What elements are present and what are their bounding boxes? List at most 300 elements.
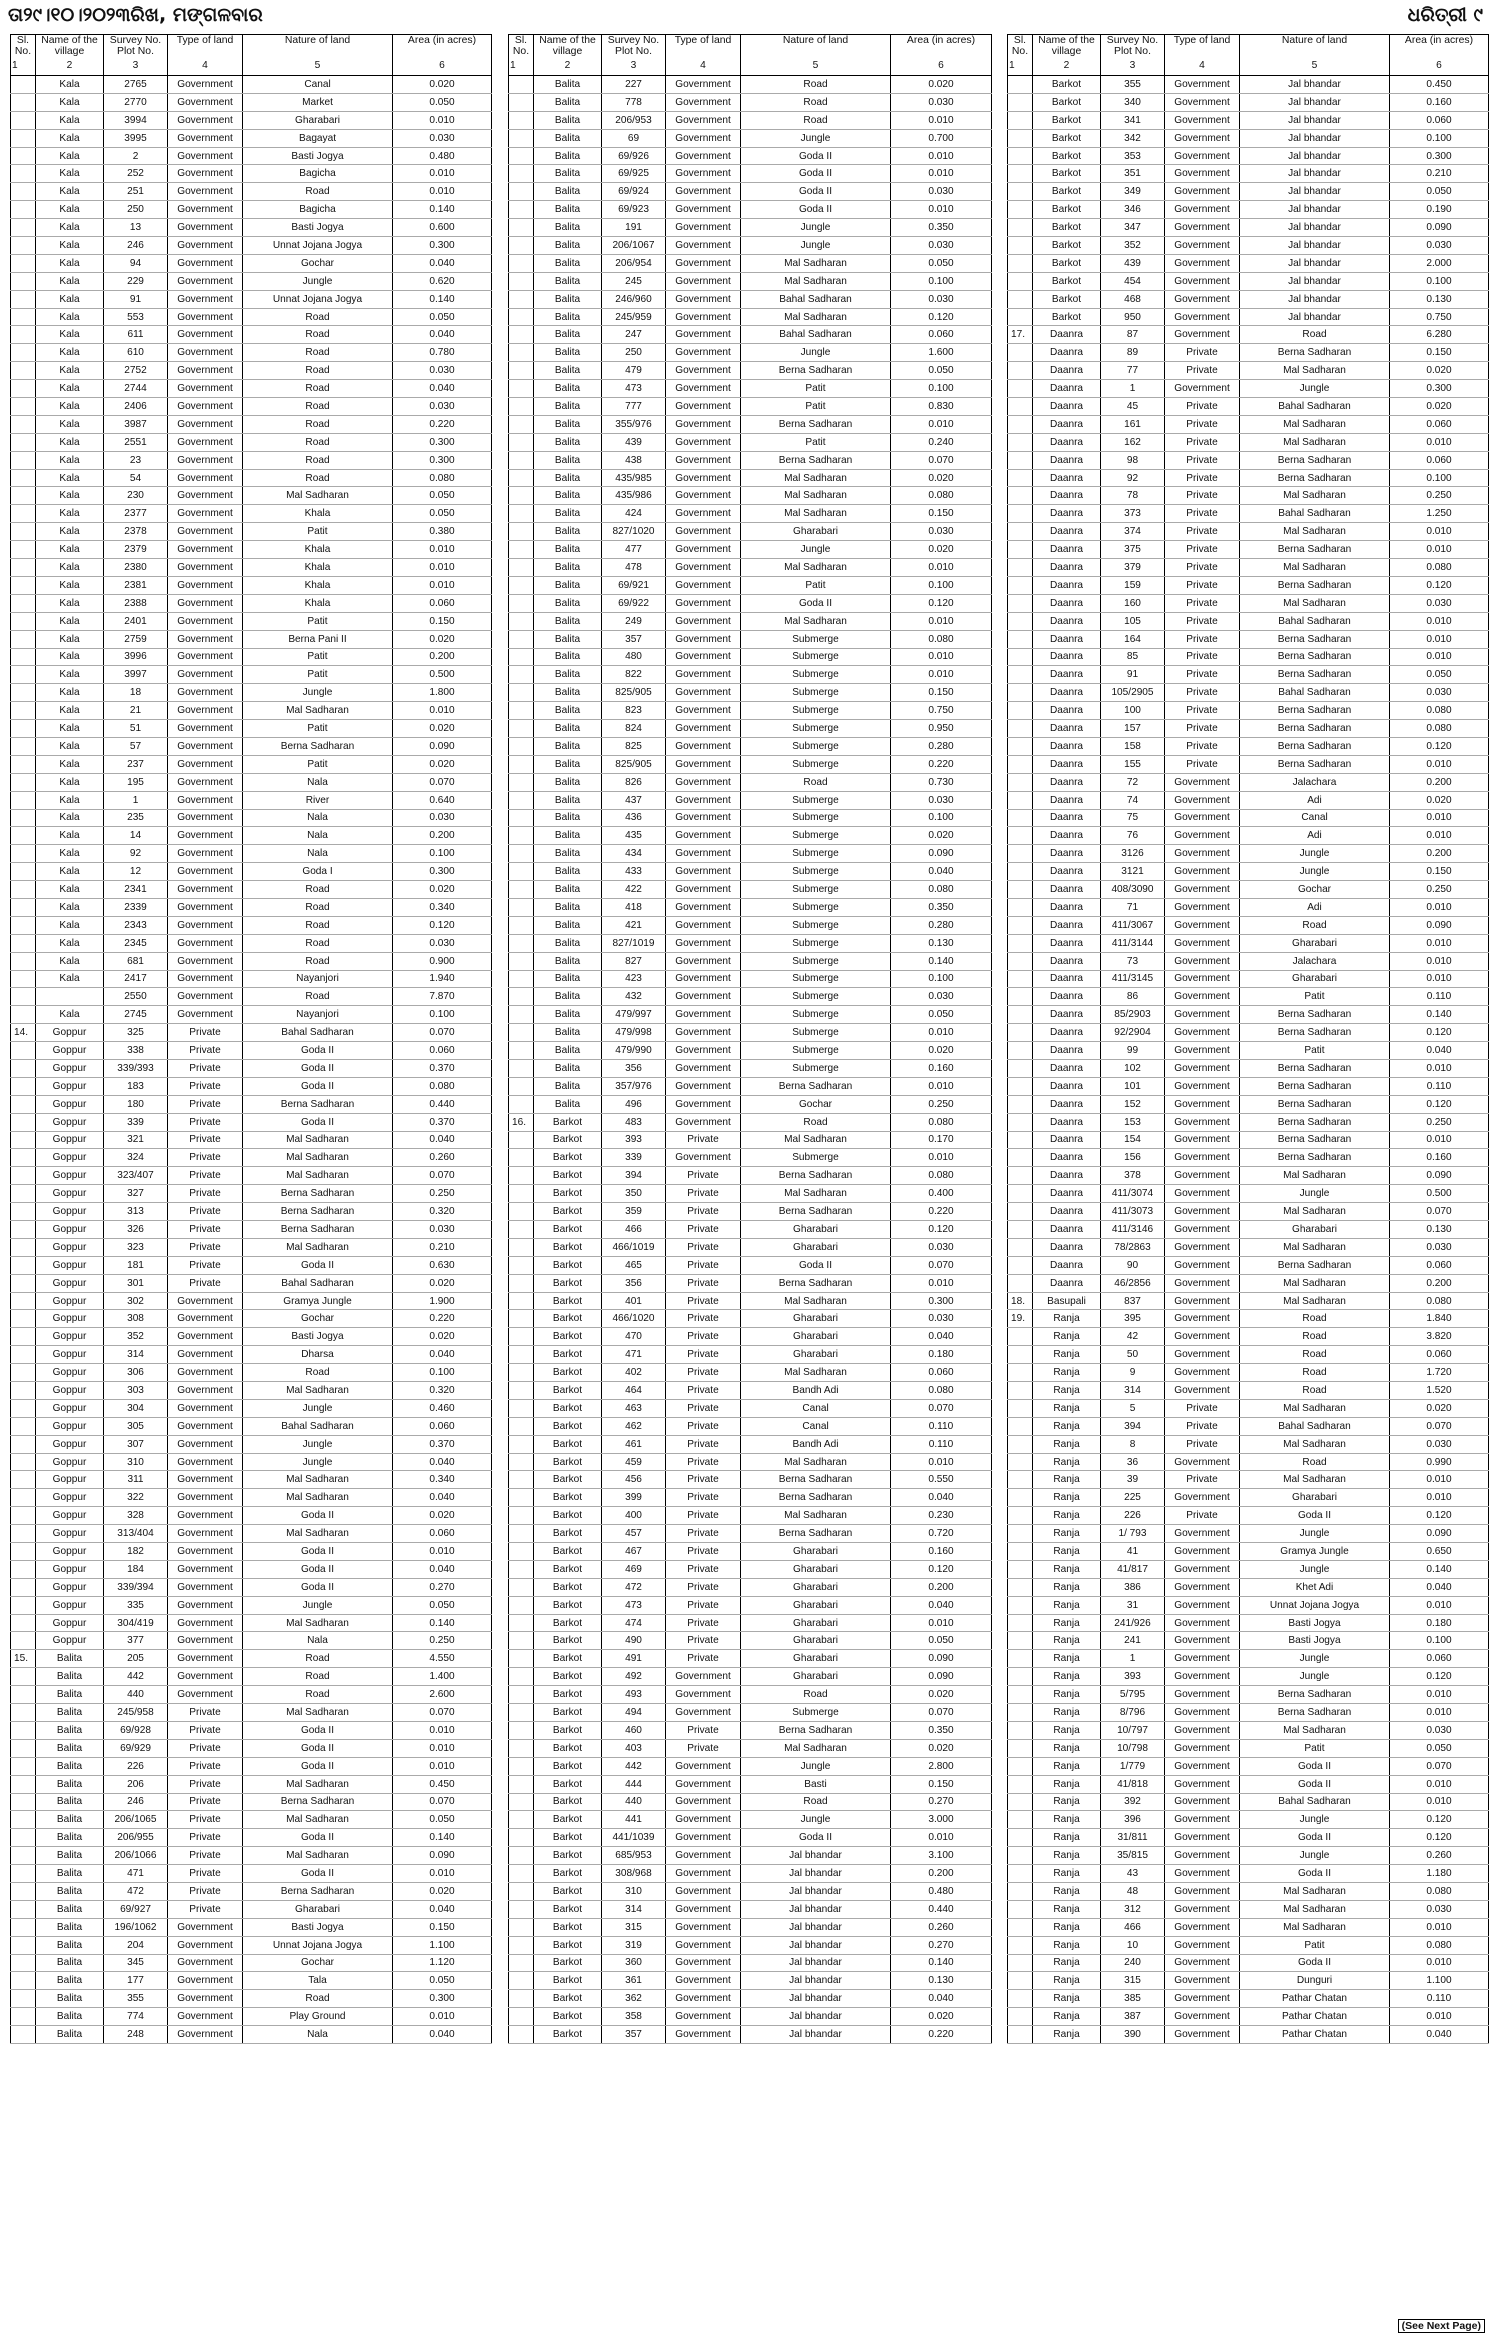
village-cell: Ranja (1033, 1918, 1101, 1936)
area-cell: 0.140 (891, 952, 992, 970)
table-row (11, 1507, 492, 1525)
table-row (11, 1614, 492, 1632)
village-cell: Balita (534, 147, 602, 165)
table-row (1008, 1757, 1489, 1775)
survey-no-cell: 483 (602, 1113, 666, 1131)
survey-no-cell: 2752 (104, 362, 168, 380)
serial-cell (11, 1238, 36, 1256)
village-cell: Kala (36, 111, 104, 129)
land-nature-cell: Patit (243, 720, 393, 738)
land-type-cell: Government (666, 1775, 741, 1793)
serial-cell (509, 1024, 534, 1042)
area-cell: 0.010 (891, 1149, 992, 1167)
survey-no-cell: 349 (1101, 183, 1165, 201)
land-nature-cell: Submerge (741, 845, 891, 863)
survey-no-cell: 164 (1101, 630, 1165, 648)
serial-cell (11, 1775, 36, 1793)
village-cell: Kala (36, 541, 104, 559)
serial-cell (11, 1113, 36, 1131)
table-row (509, 952, 992, 970)
serial-cell (1008, 720, 1033, 738)
area-cell: 0.370 (393, 1059, 492, 1077)
village-cell: Balita (534, 916, 602, 934)
survey-no-cell: 553 (104, 308, 168, 326)
land-nature-cell: Berna Sadharan (1240, 1256, 1390, 1274)
column-number: 5 (243, 60, 393, 76)
land-nature-cell: Khala (243, 594, 393, 612)
serial-cell (11, 809, 36, 827)
area-cell: 0.070 (393, 1793, 492, 1811)
survey-no-cell: 462 (602, 1417, 666, 1435)
village-cell: Balita (534, 326, 602, 344)
village-cell: Balita (36, 1990, 104, 2008)
survey-no-cell: 2770 (104, 93, 168, 111)
serial-cell (1008, 1417, 1033, 1435)
serial-cell (509, 791, 534, 809)
area-cell: 0.180 (891, 1346, 992, 1364)
land-type-cell: Government (168, 988, 243, 1006)
survey-no-cell: 23 (104, 451, 168, 469)
land-nature-cell: Road (741, 93, 891, 111)
area-cell: 0.130 (891, 1972, 992, 1990)
survey-no-cell: 355 (1101, 76, 1165, 94)
survey-no-cell: 2380 (104, 559, 168, 577)
area-cell: 0.020 (393, 720, 492, 738)
land-type-cell: Government (1165, 970, 1240, 988)
area-cell: 0.250 (1390, 487, 1489, 505)
land-type-cell: Private (666, 1721, 741, 1739)
area-cell: 0.060 (393, 1042, 492, 1060)
land-type-cell: Government (168, 129, 243, 147)
village-cell: Barkot (534, 1543, 602, 1561)
serial-cell (509, 1954, 534, 1972)
survey-no-cell: 454 (1101, 272, 1165, 290)
area-cell: 0.060 (1390, 1256, 1489, 1274)
land-type-cell: Government (168, 1954, 243, 1972)
land-nature-cell: Mal Sadharan (243, 1525, 393, 1543)
land-nature-cell: Goda II (243, 1757, 393, 1775)
survey-no-cell: 162 (1101, 433, 1165, 451)
area-cell: 0.250 (393, 1632, 492, 1650)
serial-cell: 18. (1008, 1292, 1033, 1310)
land-nature-cell: Jal bhandar (1240, 237, 1390, 255)
area-cell: 0.010 (1390, 898, 1489, 916)
serial-cell (1008, 1238, 1033, 1256)
survey-no-cell: 206/1067 (602, 237, 666, 255)
survey-no-cell: 1/ 793 (1101, 1525, 1165, 1543)
area-cell: 0.200 (891, 1865, 992, 1883)
village-cell: Barkot (534, 1221, 602, 1239)
area-cell: 1.120 (393, 1954, 492, 1972)
area-cell: 3.000 (891, 1811, 992, 1829)
village-cell: Barkot (534, 1990, 602, 2008)
area-cell: 0.080 (1390, 1936, 1489, 1954)
land-nature-cell: Patit (741, 576, 891, 594)
area-cell: 0.010 (1390, 1686, 1489, 1704)
area-cell: 0.030 (393, 129, 492, 147)
land-type-cell: Government (666, 1024, 741, 1042)
land-nature-cell: Road (243, 916, 393, 934)
land-table (508, 34, 992, 2044)
area-cell: 0.340 (393, 1471, 492, 1489)
survey-no-cell: 69/924 (602, 183, 666, 201)
survey-no-cell: 54 (104, 469, 168, 487)
land-type-cell: Government (168, 1328, 243, 1346)
land-nature-cell: Gharabari (741, 1310, 891, 1328)
serial-cell (1008, 1847, 1033, 1865)
land-nature-cell: Bahal Sadharan (1240, 612, 1390, 630)
serial-cell (509, 1668, 534, 1686)
land-type-cell: Government (1165, 1059, 1240, 1077)
land-nature-cell: Mal Sadharan (243, 1382, 393, 1400)
area-cell: 0.030 (1390, 1435, 1489, 1453)
land-type-cell: Government (666, 1865, 741, 1883)
village-cell: Balita (36, 2008, 104, 2026)
table-row (1008, 916, 1489, 934)
table-row (11, 308, 492, 326)
land-type-cell: Government (168, 1471, 243, 1489)
serial-cell (1008, 773, 1033, 791)
land-type-cell: Government (666, 254, 741, 272)
serial-cell (11, 362, 36, 380)
table-row (1008, 219, 1489, 237)
village-cell: Ranja (1033, 1972, 1101, 1990)
survey-no-cell: 2 (104, 147, 168, 165)
serial-cell (1008, 845, 1033, 863)
survey-no-cell: 2417 (104, 970, 168, 988)
land-type-cell: Government (168, 308, 243, 326)
land-type-cell: Government (1165, 1382, 1240, 1400)
land-type-cell: Government (1165, 147, 1240, 165)
land-type-cell: Private (1165, 559, 1240, 577)
land-nature-cell: Nayanjori (243, 1006, 393, 1024)
village-cell: Daanra (1033, 451, 1101, 469)
area-cell: 0.010 (1390, 1471, 1489, 1489)
column-number: 4 (168, 60, 243, 76)
area-cell: 0.010 (393, 541, 492, 559)
area-cell: 0.220 (393, 1310, 492, 1328)
serial-cell (11, 523, 36, 541)
village-cell: Ranja (1033, 1489, 1101, 1507)
table-row (1008, 541, 1489, 559)
table-row (11, 1489, 492, 1507)
land-nature-cell: Patit (1240, 1936, 1390, 1954)
column-number: 6 (1390, 60, 1489, 76)
survey-no-cell: 205 (104, 1650, 168, 1668)
serial-cell (1008, 881, 1033, 899)
serial-cell (509, 415, 534, 433)
serial-cell (1008, 147, 1033, 165)
table-row (1008, 1077, 1489, 1095)
land-nature-cell: Berna Sadharan (1240, 1113, 1390, 1131)
village-cell: Goppur (36, 1507, 104, 1525)
land-nature-cell: Gharabari (741, 523, 891, 541)
serial-cell (1008, 290, 1033, 308)
land-nature-cell: Road (243, 380, 393, 398)
table-row (509, 702, 992, 720)
village-cell: Balita (534, 970, 602, 988)
serial-cell (509, 1382, 534, 1400)
serial-cell (1008, 1650, 1033, 1668)
land-type-cell: Government (168, 344, 243, 362)
area-cell: 0.010 (1390, 523, 1489, 541)
area-cell: 2.600 (393, 1686, 492, 1704)
village-cell: Barkot (534, 1113, 602, 1131)
village-cell: Daanra (1033, 576, 1101, 594)
village-cell: Daanra (1033, 809, 1101, 827)
land-nature-cell: Berna Sadharan (243, 1203, 393, 1221)
survey-no-cell: 421 (602, 916, 666, 934)
village-cell: Daanra (1033, 1024, 1101, 1042)
village-cell: Kala (36, 773, 104, 791)
survey-no-cell: 341 (1101, 111, 1165, 129)
village-cell: Balita (534, 129, 602, 147)
serial-cell (1008, 1203, 1033, 1221)
village-cell: Ranja (1033, 1417, 1101, 1435)
village-cell: Barkot (534, 1453, 602, 1471)
survey-no-cell: 183 (104, 1077, 168, 1095)
table-row (11, 237, 492, 255)
land-nature-cell: Nala (243, 2026, 393, 2044)
area-cell: 0.010 (1390, 1918, 1489, 1936)
table-row (11, 433, 492, 451)
land-type-cell: Government (168, 111, 243, 129)
land-nature-cell: Berna Sadharan (1240, 451, 1390, 469)
date-line: ତା୨୯।୧୦।୨୦୨୩ରିଖ, ମଙ୍ଗଳବାର (8, 4, 263, 26)
column-panel-1 (10, 34, 492, 2331)
column-number: 1 (1008, 60, 1033, 76)
serial-cell (11, 1435, 36, 1453)
village-cell: Ranja (1033, 2026, 1101, 2044)
survey-no-cell: 469 (602, 1560, 666, 1578)
survey-no-cell: 12 (104, 863, 168, 881)
survey-no-cell: 823 (602, 702, 666, 720)
area-cell: 0.210 (1390, 165, 1489, 183)
table-row (1008, 1775, 1489, 1793)
column-header: Area (in acres) (393, 35, 492, 61)
village-cell: Goppur (36, 1453, 104, 1471)
area-cell: 2.800 (891, 1757, 992, 1775)
land-type-cell: Private (1165, 720, 1240, 738)
land-nature-cell: Gharabari (243, 1900, 393, 1918)
survey-no-cell: 470 (602, 1328, 666, 1346)
table-row (1008, 147, 1489, 165)
area-cell: 0.200 (393, 648, 492, 666)
land-type-cell: Private (666, 1507, 741, 1525)
column-header: Area (in acres) (1390, 35, 1489, 61)
area-cell: 0.140 (1390, 1560, 1489, 1578)
land-nature-cell: Bahal Sadharan (243, 1417, 393, 1435)
survey-no-cell: 308 (104, 1310, 168, 1328)
column-number: 6 (393, 60, 492, 76)
land-nature-cell: Road (243, 451, 393, 469)
land-type-cell: Government (1165, 1543, 1240, 1561)
land-type-cell: Private (1165, 523, 1240, 541)
land-nature-cell: Submerge (741, 881, 891, 899)
table-row (1008, 469, 1489, 487)
land-type-cell: Government (666, 863, 741, 881)
village-cell: Goppur (36, 1560, 104, 1578)
land-type-cell: Government (168, 326, 243, 344)
land-schedule (6, 34, 1489, 2331)
table-row (1008, 129, 1489, 147)
land-nature-cell: Jal bhandar (741, 2026, 891, 2044)
table-row (11, 755, 492, 773)
land-nature-cell: Gharabari (741, 1543, 891, 1561)
table-row (11, 326, 492, 344)
serial-cell (1008, 934, 1033, 952)
land-type-cell: Government (1165, 93, 1240, 111)
village-cell: Barkot (1033, 219, 1101, 237)
land-type-cell: Government (168, 272, 243, 290)
table-row (11, 791, 492, 809)
serial-cell (1008, 1042, 1033, 1060)
table-row (509, 1059, 992, 1077)
land-nature-cell: Goda II (1240, 1865, 1390, 1883)
survey-no-cell: 326 (104, 1221, 168, 1239)
village-cell: Barkot (534, 1596, 602, 1614)
area-cell: 0.010 (891, 1274, 992, 1292)
survey-no-cell: 31/811 (1101, 1829, 1165, 1847)
table-row (1008, 1721, 1489, 1739)
serial-cell (509, 1077, 534, 1095)
table-row (1008, 1221, 1489, 1239)
area-cell: 0.090 (393, 1847, 492, 1865)
land-nature-cell: Goda II (741, 1256, 891, 1274)
land-type-cell: Government (1165, 165, 1240, 183)
survey-no-cell: 340 (1101, 93, 1165, 111)
survey-no-cell: 411/3145 (1101, 970, 1165, 988)
land-table (10, 34, 492, 2044)
survey-no-cell: 2551 (104, 433, 168, 451)
land-nature-cell: Goda II (243, 1578, 393, 1596)
area-cell: 0.030 (891, 1310, 992, 1328)
land-type-cell: Government (666, 505, 741, 523)
table-row (509, 1990, 992, 2008)
area-cell: 0.260 (1390, 1847, 1489, 1865)
serial-cell (509, 1990, 534, 2008)
area-cell: 0.020 (393, 755, 492, 773)
table-row (11, 1882, 492, 1900)
land-nature-cell: Jal bhandar (1240, 290, 1390, 308)
land-type-cell: Government (1165, 254, 1240, 272)
area-cell: 0.050 (891, 254, 992, 272)
area-cell: 0.010 (891, 1614, 992, 1632)
area-cell: 0.440 (891, 1900, 992, 1918)
table-row (509, 630, 992, 648)
land-type-cell: Government (168, 1990, 243, 2008)
serial-cell (509, 380, 534, 398)
village-cell: Daanra (1033, 1006, 1101, 1024)
column-header: Area (in acres) (891, 35, 992, 61)
page-header (0, 0, 1495, 36)
table-row (1008, 1059, 1489, 1077)
table-row (509, 934, 992, 952)
area-cell: 0.060 (393, 594, 492, 612)
land-type-cell: Government (1165, 308, 1240, 326)
land-nature-cell: Submerge (741, 755, 891, 773)
village-cell: Balita (534, 93, 602, 111)
survey-no-cell: 91 (1101, 666, 1165, 684)
land-nature-cell: Jal bhandar (741, 1972, 891, 1990)
serial-cell (11, 1668, 36, 1686)
serial-cell (1008, 1990, 1033, 2008)
table-row (1008, 970, 1489, 988)
serial-cell (11, 1471, 36, 1489)
serial-cell (1008, 1525, 1033, 1543)
village-cell: Barkot (534, 1256, 602, 1274)
survey-no-cell: 346 (1101, 201, 1165, 219)
land-type-cell: Government (666, 1936, 741, 1954)
survey-no-cell: 98 (1101, 451, 1165, 469)
area-cell: 0.250 (891, 1095, 992, 1113)
area-cell: 1.250 (1390, 505, 1489, 523)
serial-cell (1008, 1256, 1033, 1274)
area-cell: 0.380 (393, 523, 492, 541)
serial-cell (509, 773, 534, 791)
village-cell: Goppur (36, 1328, 104, 1346)
land-nature-cell: Goda II (741, 1829, 891, 1847)
table-row (11, 1364, 492, 1382)
village-cell: Kala (36, 916, 104, 934)
village-cell: Balita (534, 111, 602, 129)
village-cell: Balita (534, 755, 602, 773)
survey-no-cell: 306 (104, 1364, 168, 1382)
land-type-cell: Government (168, 219, 243, 237)
table-row (1008, 1596, 1489, 1614)
table-row (11, 1185, 492, 1203)
serial-cell (11, 415, 36, 433)
land-nature-cell: Berna Sadharan (1240, 576, 1390, 594)
serial-cell (509, 272, 534, 290)
table-row (1008, 809, 1489, 827)
land-nature-cell: Berna Sadharan (741, 451, 891, 469)
survey-no-cell: 74 (1101, 791, 1165, 809)
land-nature-cell: Submerge (741, 970, 891, 988)
table-row (11, 1775, 492, 1793)
survey-no-cell: 45 (1101, 398, 1165, 416)
table-row (11, 1936, 492, 1954)
table-row (509, 541, 992, 559)
area-cell: 0.080 (1390, 1882, 1489, 1900)
survey-no-cell: 611 (104, 326, 168, 344)
serial-cell (509, 970, 534, 988)
table-row (509, 415, 992, 433)
serial-cell (11, 111, 36, 129)
serial-cell (1008, 308, 1033, 326)
village-cell: Balita (534, 433, 602, 451)
serial-cell (11, 1382, 36, 1400)
serial-cell (11, 201, 36, 219)
serial-cell (509, 845, 534, 863)
land-nature-cell: Jal bhandar (741, 1990, 891, 2008)
village-cell: Kala (36, 809, 104, 827)
land-nature-cell: Pathar Chatan (1240, 1990, 1390, 2008)
area-cell: 0.100 (393, 1006, 492, 1024)
survey-no-cell: 444 (602, 1775, 666, 1793)
survey-no-cell: 159 (1101, 576, 1165, 594)
area-cell: 0.300 (393, 237, 492, 255)
land-nature-cell: Gharabari (741, 1560, 891, 1578)
serial-cell (1008, 1435, 1033, 1453)
village-cell: Balita (36, 1954, 104, 1972)
serial-cell (509, 1775, 534, 1793)
land-nature-cell: Nala (243, 827, 393, 845)
area-cell: 0.480 (393, 147, 492, 165)
land-type-cell: Private (666, 1328, 741, 1346)
land-nature-cell: Nala (243, 1632, 393, 1650)
land-nature-cell: Patit (741, 433, 891, 451)
